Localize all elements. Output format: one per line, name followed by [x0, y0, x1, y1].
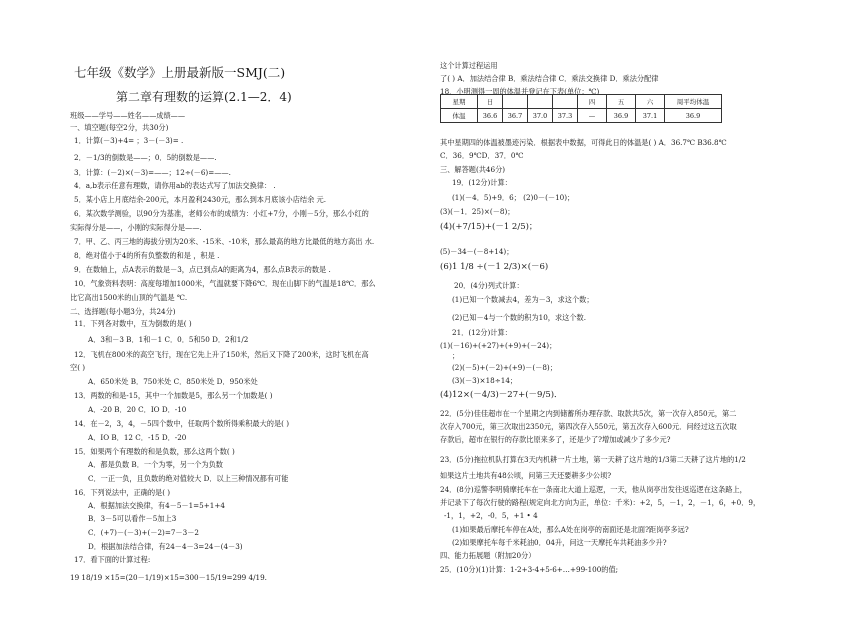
text-line: 18．小明测得一周的体温并登记在下表(单位：℃): [440, 87, 600, 96]
table-header-cell: 四: [578, 95, 607, 109]
text-line: 19．(12分)计算：: [452, 178, 512, 187]
exam-subtitle: 第二章有理数的运算(2.1—2．4): [116, 90, 292, 104]
table-cell: 36.7: [503, 109, 528, 123]
text-line: 2．－1/3的倒数是——；0．5的倒数是——.: [74, 152, 217, 162]
table-header-cell: 六: [636, 95, 665, 109]
table-cell: 37.0: [528, 109, 553, 123]
text-line: A．3和－3 B．1和－1 C．0．5和50 D．2和1/2: [88, 335, 249, 344]
table-cell: 体温: [441, 109, 478, 123]
text-line: 并记录下了每次行驶的路程(规定向北方向为正，单位：千米)：+2，5，－1，2，－1，6，+0．9，: [440, 498, 761, 507]
table-header-cell: 周平均体温: [665, 95, 722, 109]
text-line: 了( ) A．加法结合律 B．乘法结合律 C．乘法交换律 D．乘法分配律: [440, 74, 659, 83]
text-line: (3)(－1．25)×(－8)；: [440, 207, 515, 216]
text-line: 16．下列说法中，正确的是( ): [74, 487, 171, 497]
text-line: C．一正一负，且负数的绝对值较大 D．以上三种情况都有可能: [88, 473, 289, 483]
text-line: 23．(5分)拖拉机队打算在3天内机耕一片土地，第一天耕了这片地的1/3第二天耕了这片地的1/2: [440, 455, 746, 464]
text-line: 9．在数轴上，点A表示的数是－3，点已到点A的距离为4，那么点B表示的数是 .: [74, 265, 331, 274]
text-line: 6．某次数学测验，以90分为基准，老师公布的成绩为：小红+7分，小刚－5分，那么小红的: [74, 209, 369, 218]
text-line: 空( ): [70, 363, 86, 372]
table-cell: 36.6: [478, 109, 503, 123]
text-line: 5．某小店上月底结余-200元，本月盈利2430元，那么到本月底该小店结余 元.: [74, 195, 327, 204]
text-line: 24．(8分)巡警李明骑摩托车在一条南北大道上巡逻，一天，他从岗亭出发往返巡逻在这条路上，: [440, 485, 747, 494]
exam-title: 七年级《数学》上册最新版一SMJ(二): [74, 65, 286, 80]
temperature-table: [440, 94, 722, 123]
table-cell: —: [578, 109, 607, 123]
table-cell: 37.3: [553, 109, 578, 123]
table-header-row: [441, 95, 722, 109]
text-line: C．36．9℃D．37．0℃: [440, 151, 524, 160]
text-line: D．根据加法结合律，有24－4－3=24－(4－3): [88, 541, 243, 551]
text-line: (3)(－3)×18÷14；: [452, 375, 518, 385]
table-cell: 37.1: [636, 109, 665, 123]
table-header-cell: [503, 95, 528, 109]
text-line: 25．(10分)(1)计算：1-2+3-4+5-6+…+99-100的值;: [440, 565, 619, 574]
text-line: 11．下列各对数中，互为倒数的是( ): [74, 319, 192, 328]
text-line: 班级——学号——姓名——成绩——: [70, 111, 186, 120]
text-line: 这个计算过程运用: [440, 61, 498, 70]
table-cell: 36.9: [665, 109, 722, 123]
text-line: (4)(+7/15)+(－1 2/5)；: [440, 222, 538, 232]
text-line: (2)如果摩托车每千米耗油0．04升，问这一天摩托车共耗油多少升?: [452, 538, 667, 547]
text-line: (6)1 1/8 ÷(－1 2/3)×(－6): [440, 262, 549, 272]
text-line: 其中星期四的体温被墨迹污染．根据表中数据，可得此日的体温是( ) A．36.7℃ B36.8℃: [440, 138, 727, 147]
text-line: 三、解答题(共46分): [440, 165, 506, 174]
text-line: 22．(5分)佳佳超市在一个星期之内到储蓄所办理存款、取款共5次，第一次存入850元，第二: [440, 409, 737, 418]
text-line: 13．两数的和是-15，其中一个加数是5，那么另一个加数是( ): [74, 391, 273, 400]
text-line: 10．气象资料表明：高度每增加1000米，气温就要下降6℃．现在山脚下的气温是18℃．那么: [74, 279, 376, 288]
table-header-cell: [528, 95, 553, 109]
table-header-cell: [553, 95, 578, 109]
table-cell: 36.9: [607, 109, 636, 123]
text-line: 15．如果两个有理数的和是负数，那么这两个数( ): [74, 447, 235, 456]
text-line: A．都是负数 B．一个为零，另一个为负数: [88, 460, 223, 469]
text-line: 二、选择题(每小题3分，共24分): [70, 307, 176, 316]
text-line: 1．计算(－3)+4= ；3－(－3)= .: [74, 135, 184, 145]
text-line: (1)(－16)+(+27)+(+9)+(－24)；: [440, 340, 557, 350]
text-line: 一、填空题(每空2分，共30分): [70, 123, 169, 132]
text-line: (2)已知－4与一个数的积为10，求这个数.: [452, 313, 586, 322]
text-line: 存款后，超市在银行的存款比原来多了，还是少了?增加或减少了多少元?: [440, 435, 671, 444]
text-line: 20．(4分)列式计算：: [454, 281, 524, 290]
text-line: 19 18/19 ×15=(20－1/19)×15=300－15/19=299 4/19.: [70, 572, 267, 582]
table-header-cell: 日: [478, 95, 503, 109]
text-line: 比它高出1500米的山顶的气温是 ℃.: [70, 293, 188, 302]
text-line: 4．a,b表示任意有理数，请你用ab的表达式写了加法交换律： .: [74, 181, 276, 190]
text-line: A．-20 B．20 C．IO D．-10: [88, 405, 187, 414]
text-line: A．650米处 B．750米处 C．850米处 D．950米处: [88, 377, 258, 386]
text-line: 次存入700元，第三次取出2350元，第四次存入550元，第五次存入600元．问经过这五次取: [440, 422, 737, 431]
text-line: A．IO B．12 C．-15 D．-20: [88, 433, 187, 442]
table-header-cell: 五: [607, 95, 636, 109]
text-line: 如果这片土地共有48公顷，问第三天还要耕多少公顷?: [440, 471, 612, 480]
text-line: ；: [452, 350, 460, 360]
text-line: (5)－34－(－8+14)；: [440, 247, 514, 256]
text-line: C．(+7)－(－3)+(－2)=7－3－2: [88, 527, 199, 537]
text-line: 实际得分是——，小刚的实际得分是——.: [70, 223, 202, 232]
text-line: (1)(－4．5)+9．6； (2)0－(－10)；: [452, 192, 575, 202]
text-line: 7．甲、乙、丙三地的海拔分别为20米、-15米、-10米，那么最高的地方比最低的地方高出 水.: [74, 237, 375, 246]
text-line: (4)12×(－4/3)－27+(－9/5)．: [440, 390, 563, 400]
table-header-cell: 星期: [441, 95, 478, 109]
text-line: A．根据加法交换律，有4－5－1=5+1+4: [88, 501, 225, 510]
text-line: 17．看下面的计算过程:: [74, 554, 151, 564]
text-line: 21．(12分)计算：: [452, 327, 512, 337]
table-row: [441, 109, 722, 123]
text-line: B．3－5可以看作－5加上3: [88, 514, 177, 523]
text-line: 四、能力拓展题（附加20分）: [440, 551, 536, 560]
text-line: (1)如果最后摩托车停在A处，那么A处在岗亭的南面还是北面?距岗亭多远?: [452, 524, 689, 534]
text-line: 14．在－2，3，4，－5四个数中，任取两个数所得乘积最大的是( ): [74, 419, 290, 428]
text-line: 8．绝对值小于4的所有负整数的和是 ，积是 .: [74, 251, 220, 260]
text-line: -1，1，+2，-0．5，+1 • 4: [444, 511, 538, 520]
text-line: (1)已知一个数减去4，差为－3，求这个数；: [452, 295, 594, 304]
text-line: 3．计算：(－2)×(－3)=——；12÷(－6)=——.: [74, 167, 231, 177]
text-line: 12．飞机在800米的高空飞行，现在它先上升了150米，然后又下降了200米，这时飞机在高: [74, 350, 369, 359]
text-line: (2)(－5)+(－2)+(+9)－(－8)；: [452, 362, 557, 372]
